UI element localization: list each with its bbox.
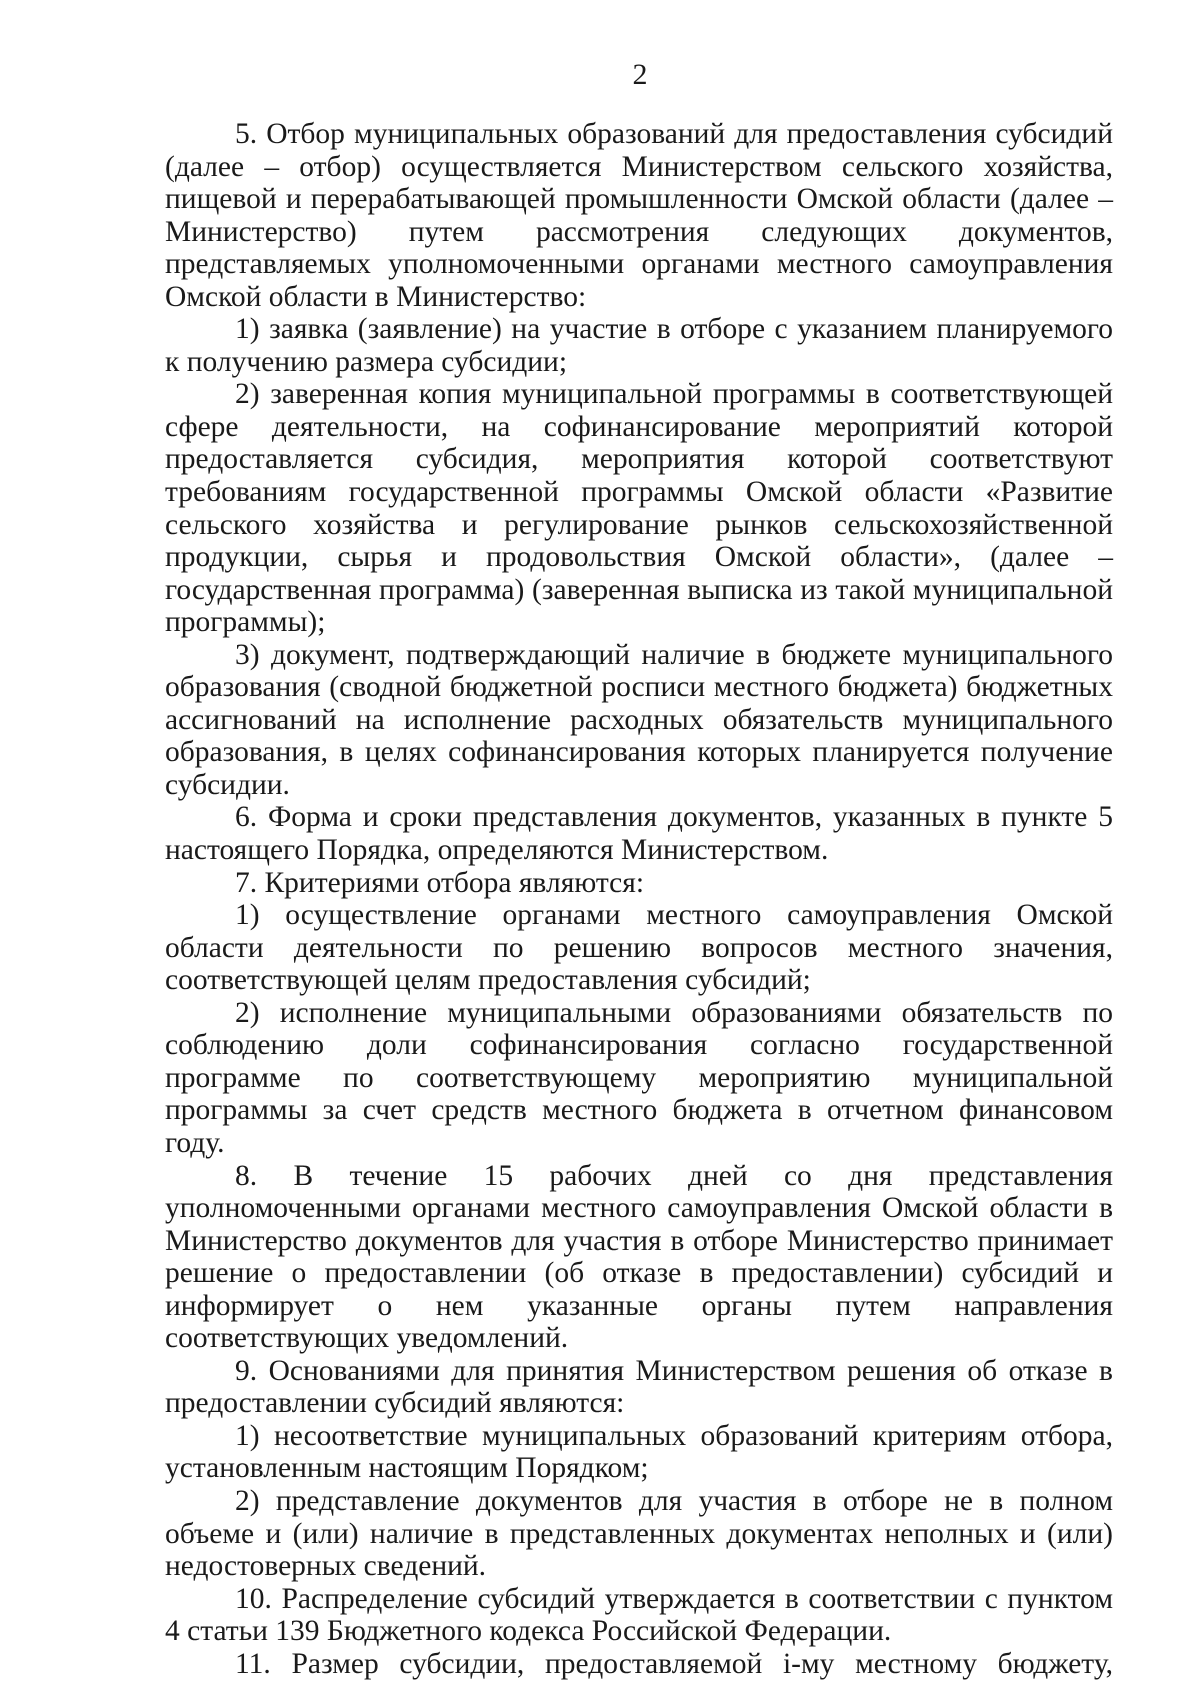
paragraph-9-item-2-incomplete-documents: 2) представление документов для участия в отборе не в полном объеме и (или) наличие в представленных документах неполных и (или) недостоверных сведений. (165, 1484, 1113, 1583)
paragraph-5-selection-procedure: 5. Отбор муниципальных образований для предоставления субсидий (далее – отбор) осуществляется Министерством сельского хозяйства, пищевой и перерабатывающей промышленности Омской области (далее – Министерство) путем рассмотрения следующих документов, представляемых уполномоченными органами местного самоуправления Омской области в Министерство: (165, 118, 1113, 313)
paragraph-5-item-3-budget-document: 3) документ, подтверждающий наличие в бюджете муниципального образования (сводной бюджетной росписи местного бюджета) бюджетных ассигнований на исполнение расходных обязательств муниципального образования, в целях софинансирования которых планируется получение субсидии. (165, 638, 1113, 801)
paragraph-11-subsidy-size: 11. Размер субсидии, предоставляемой i-му местному бюджету, (235, 1647, 1113, 1680)
paragraph-7-item-2-cofinancing: 2) исполнение муниципальными образованиями обязательств по соблюдению доли софинансирования согласно государственной программе по соответствующему мероприятию муниципальной программы за счет средств местного бюджета в отчетном финансовом году. (165, 996, 1113, 1159)
paragraph-10-distribution: 10. Распределение субсидий утверждается в соответствии с пунктом 4 статьи 139 Бюджетного кодекса Российской Федерации. (165, 1582, 1113, 1648)
paragraph-5-item-1-application: 1) заявка (заявление) на участие в отборе с указанием планируемого к получению размера субсидии; (165, 313, 1113, 378)
paragraph-7-selection-criteria: 7. Критериями отбора являются: (235, 866, 645, 899)
page-number: 2 (632, 58, 648, 91)
paragraph-7-item-1-local-activity: 1) осуществление органами местного самоуправления Омской области деятельности по решению вопросов местного значения, соответствующей целям предоставления субсидий; (165, 899, 1113, 997)
paragraph-8-decision-timeline: 8. В течение 15 рабочих дней со дня представления уполномоченными органами местного самоуправления Омской области в Министерство документов для участия в отборе Министерство принимает решение о предоставлении (об отказе в предоставлении) субсидий и информирует о нем указанные органы путем направления соответствующих уведомлений. (165, 1159, 1113, 1355)
paragraph-9-item-1-noncompliance: 1) несоответствие муниципальных образований критериям отбора, установленным настоящим Порядком; (165, 1419, 1113, 1485)
paragraph-6-form-and-deadlines: 6. Форма и сроки представления документов, указанных в пункте 5 настоящего Порядка, определяются Министерством. (165, 801, 1113, 867)
document-body (165, 118, 1113, 1680)
paragraph-5-item-2-program-copy: 2) заверенная копия муниципальной программы в соответствующей сфере деятельности, на софинансирование мероприятий которой предоставляется субсидия, мероприятия которой соответствуют требованиям государственной программы Омской области «Развитие сельского хозяйства и регулирование рынков сельскохозяйственной продукции, сырья и продовольствия Омской области», (далее – государственная программа) (заверенная выписка из такой муниципальной программы); (165, 378, 1113, 639)
paragraph-9-refusal-grounds: 9. Основаниями для принятия Министерством решения об отказе в предоставлении субсидий являются: (165, 1354, 1113, 1420)
